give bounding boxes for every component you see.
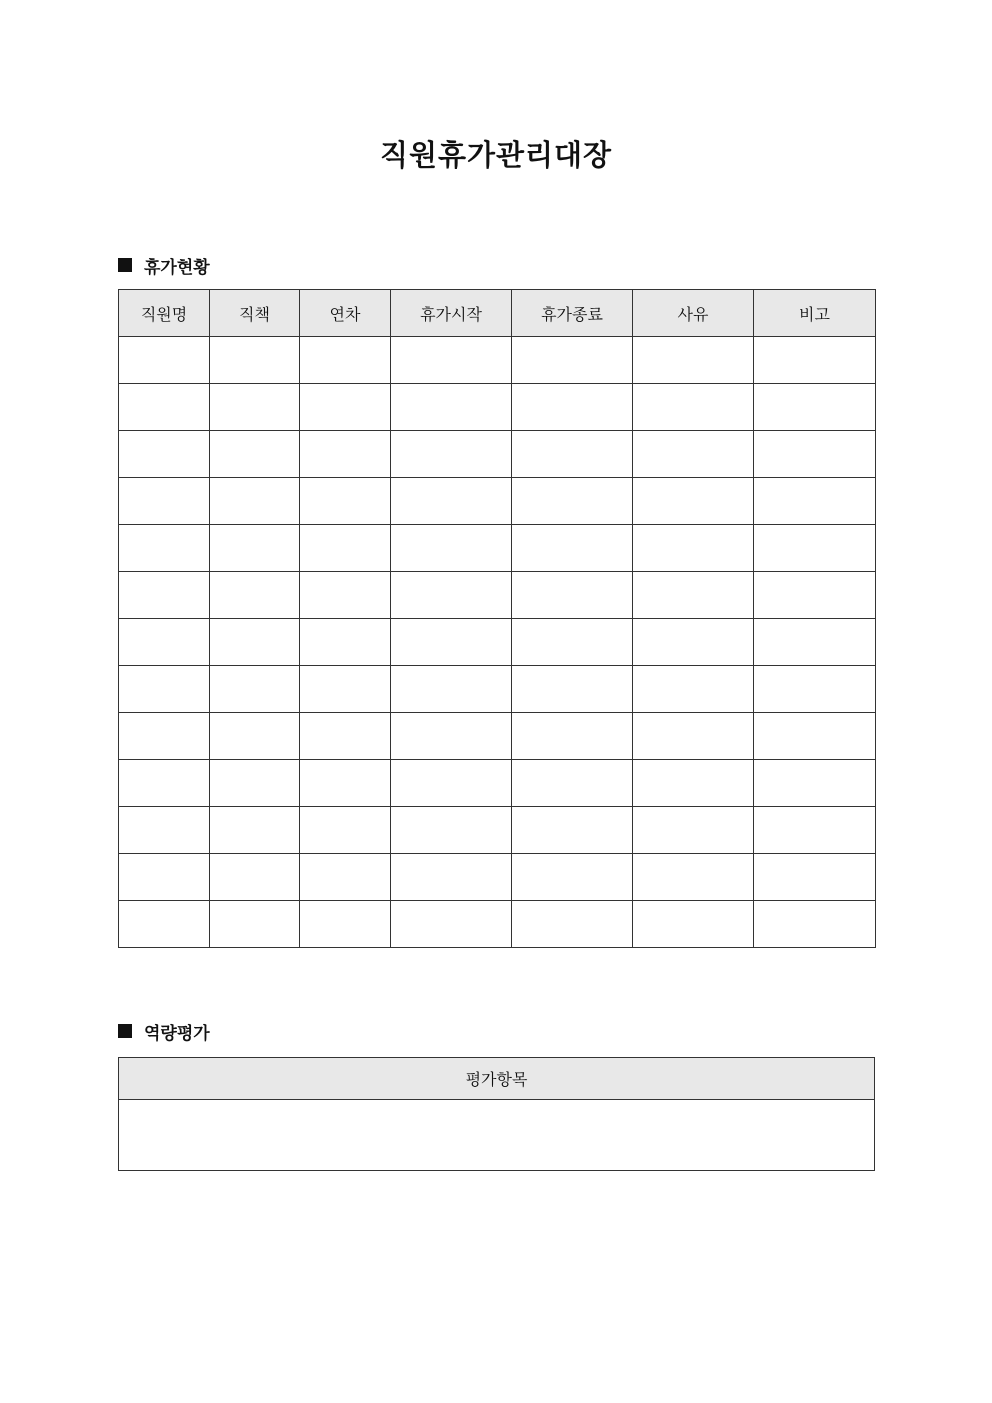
table-row — [119, 854, 876, 901]
eval-content-cell[interactable] — [119, 1100, 875, 1171]
column-header-annual-leave: 연차 — [300, 290, 391, 337]
table-cell[interactable] — [512, 713, 633, 760]
table-cell[interactable] — [119, 807, 210, 854]
table-cell[interactable] — [512, 666, 633, 713]
table-row — [119, 666, 876, 713]
table-cell[interactable] — [300, 807, 391, 854]
table-cell[interactable] — [119, 713, 210, 760]
table-cell[interactable] — [210, 384, 300, 431]
section-heading-label: 역량평가 — [144, 1023, 210, 1044]
table-cell[interactable] — [300, 901, 391, 948]
table-cell[interactable] — [512, 525, 633, 572]
table-cell[interactable] — [300, 666, 391, 713]
table-cell[interactable] — [633, 384, 754, 431]
table-cell[interactable] — [512, 478, 633, 525]
section-heading-label: 휴가현황 — [144, 257, 210, 278]
table-cell[interactable] — [391, 337, 512, 384]
table-cell[interactable] — [300, 337, 391, 384]
table-cell[interactable] — [119, 431, 210, 478]
table-cell[interactable] — [633, 572, 754, 619]
table-cell[interactable] — [512, 807, 633, 854]
table-cell[interactable] — [633, 431, 754, 478]
table-header-row — [119, 1058, 875, 1100]
column-header-eval-item: 평가항목 — [119, 1058, 875, 1100]
table-cell[interactable] — [512, 384, 633, 431]
table-cell[interactable] — [512, 760, 633, 807]
table-cell[interactable] — [754, 666, 876, 713]
table-cell[interactable] — [391, 384, 512, 431]
table-cell[interactable] — [300, 384, 391, 431]
table-cell[interactable] — [391, 713, 512, 760]
table-cell[interactable] — [119, 572, 210, 619]
table-cell[interactable] — [119, 337, 210, 384]
table-row — [119, 760, 876, 807]
table-cell[interactable] — [754, 619, 876, 666]
column-header-name: 직원명 — [119, 290, 210, 337]
table-cell[interactable] — [119, 901, 210, 948]
table-cell[interactable] — [210, 572, 300, 619]
table-row — [119, 525, 876, 572]
table-header-row — [119, 290, 876, 337]
table-cell[interactable] — [210, 901, 300, 948]
table-cell[interactable] — [119, 525, 210, 572]
table-cell[interactable] — [300, 525, 391, 572]
table-cell[interactable] — [300, 713, 391, 760]
column-header-position: 직책 — [210, 290, 300, 337]
table-row — [119, 431, 876, 478]
table-cell[interactable] — [391, 666, 512, 713]
table-cell[interactable] — [119, 619, 210, 666]
table-cell[interactable] — [391, 760, 512, 807]
leave-status-table — [118, 289, 876, 948]
column-header-remarks: 비고 — [754, 290, 876, 337]
table-cell[interactable] — [119, 384, 210, 431]
table-cell[interactable] — [754, 901, 876, 948]
table-cell[interactable] — [391, 431, 512, 478]
table-cell[interactable] — [633, 760, 754, 807]
column-header-leave-end: 휴가종료 — [512, 290, 633, 337]
table-cell[interactable] — [633, 666, 754, 713]
table-cell[interactable] — [210, 431, 300, 478]
table-cell[interactable] — [210, 807, 300, 854]
table-cell[interactable] — [754, 807, 876, 854]
table-row — [119, 384, 876, 431]
table-cell[interactable] — [633, 807, 754, 854]
table-cell[interactable] — [754, 572, 876, 619]
table-cell[interactable] — [754, 525, 876, 572]
table-cell[interactable] — [633, 525, 754, 572]
table-cell[interactable] — [633, 619, 754, 666]
table-cell[interactable] — [210, 525, 300, 572]
table-cell[interactable] — [754, 713, 876, 760]
square-bullet-icon — [118, 258, 132, 272]
table-cell[interactable] — [512, 854, 633, 901]
table-cell[interactable] — [633, 854, 754, 901]
table-cell[interactable] — [391, 854, 512, 901]
table-cell[interactable] — [512, 901, 633, 948]
table-cell[interactable] — [119, 666, 210, 713]
table-cell[interactable] — [300, 431, 391, 478]
table-cell[interactable] — [512, 572, 633, 619]
table-row — [119, 901, 876, 948]
table-cell[interactable] — [754, 478, 876, 525]
leave-table-body — [119, 337, 876, 948]
table-cell[interactable] — [633, 901, 754, 948]
table-cell[interactable] — [210, 713, 300, 760]
competency-eval-table — [118, 1057, 875, 1171]
table-cell[interactable] — [210, 854, 300, 901]
table-cell[interactable] — [754, 384, 876, 431]
table-cell[interactable] — [512, 337, 633, 384]
table-cell[interactable] — [210, 478, 300, 525]
table-cell[interactable] — [210, 337, 300, 384]
table-cell[interactable] — [391, 525, 512, 572]
table-row — [119, 572, 876, 619]
table-cell[interactable] — [391, 619, 512, 666]
table-cell[interactable] — [391, 901, 512, 948]
table-cell[interactable] — [391, 807, 512, 854]
table-cell[interactable] — [119, 478, 210, 525]
table-cell[interactable] — [754, 760, 876, 807]
table-cell[interactable] — [633, 337, 754, 384]
table-cell[interactable] — [754, 854, 876, 901]
table-cell[interactable] — [300, 478, 391, 525]
table-cell[interactable] — [300, 760, 391, 807]
column-header-reason: 사유 — [633, 290, 754, 337]
column-header-leave-start: 휴가시작 — [391, 290, 512, 337]
table-cell[interactable] — [210, 760, 300, 807]
table-row — [119, 478, 876, 525]
table-row — [119, 713, 876, 760]
section-heading-leave-status — [118, 252, 210, 278]
table-cell[interactable] — [300, 572, 391, 619]
table-cell[interactable] — [210, 619, 300, 666]
table-cell[interactable] — [633, 478, 754, 525]
table-cell[interactable] — [754, 431, 876, 478]
square-bullet-icon — [118, 1024, 132, 1038]
table-cell[interactable] — [210, 666, 300, 713]
table-cell[interactable] — [300, 854, 391, 901]
document-title: 직원휴가관리대장 — [379, 138, 613, 172]
table-cell[interactable] — [391, 478, 512, 525]
table-row — [119, 337, 876, 384]
table-cell[interactable] — [512, 619, 633, 666]
table-row — [119, 1100, 875, 1171]
table-cell[interactable] — [119, 760, 210, 807]
section-heading-competency-eval — [118, 1018, 210, 1044]
table-cell[interactable] — [119, 854, 210, 901]
table-cell[interactable] — [754, 337, 876, 384]
table-cell[interactable] — [512, 431, 633, 478]
table-cell[interactable] — [633, 713, 754, 760]
table-cell[interactable] — [391, 572, 512, 619]
table-row — [119, 807, 876, 854]
table-row — [119, 619, 876, 666]
table-cell[interactable] — [300, 619, 391, 666]
